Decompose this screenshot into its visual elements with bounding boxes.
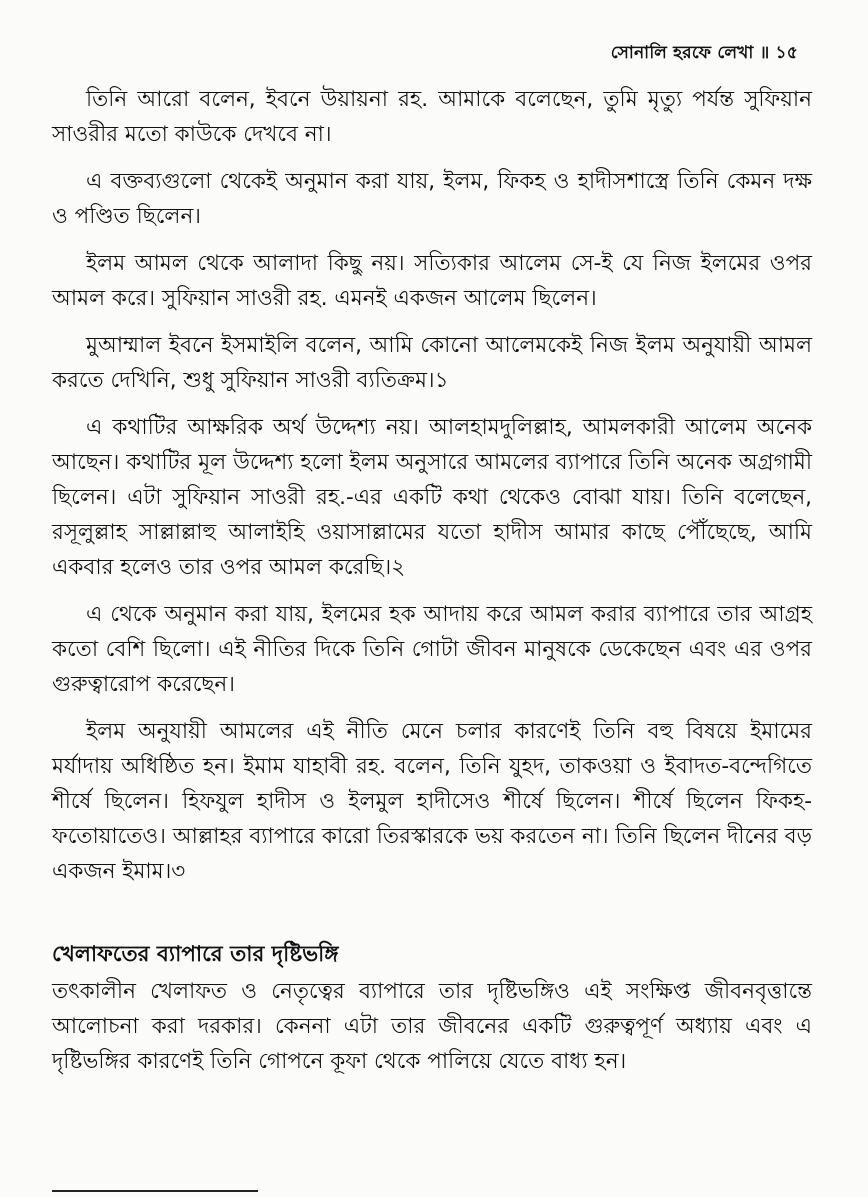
paragraph-3: ইলম আমল থেকে আলাদা কিছু নয়। সত্যিকার আলেম সে-ই যে নিজ ইলমের ওপর আমল করে। সুফিয়ান সাওরী রহ. এমনই একজন আলেম ছিলেন। (52, 251, 812, 311)
section-paragraph: তৎকালীন খেলাফত ও নেতৃত্বের ব্যাপারে তার দৃষ্টিভঙ্গিও এই সংক্ষিপ্ত জীবনবৃত্তান্তে আলোচনা করা দরকার। কেননা এটা তার জীবনের একটি গুরুত্বপূর্ণ অধ্যায় এবং এ দৃষ্টিভঙ্গির কারণেই তিনি গোপনে কূফা থেকে পালিয়ে যেতে বাধ্য হন। (52, 979, 812, 1074)
footnote-divider (52, 1190, 258, 1192)
paragraph-2: এ বক্তব্যগুলো থেকেই অনুমান করা যায়, ইলম, ফিকহ ও হাদীসশাস্ত্রে তিনি কেমন দক্ষ ও পণ্ডিত ছিলেন। (52, 169, 812, 229)
paragraph-4: মুআম্মাল ইবনে ইসমাইলি বলেন, আমি কোনো আলেমকেই নিজ ইলম অনুযায়ী আমল করতে দেখিনি, শুধু সুফিয়ান সাওরী ব্যতিক্রম।১ (52, 333, 812, 393)
paragraph-6: এ থেকে অনুমান করা যায়, ইলমের হক আদায় করে আমল করার ব্যাপারে তার আগ্রহ কতো বেশি ছিলো। এই নীতির দিকে তিনি গোটা জীবন মানুষকে ডেকেছেন এবং এর ওপর গুরুত্বারোপ করেছেন। (52, 602, 812, 697)
paragraph-7: ইলম অনুযায়ী আমলের এই নীতি মেনে চলার কারণেই তিনি বহু বিষয়ে ইমামের মর্যাদায় অধিষ্ঠিত হন। ইমাম যাহাবী রহ. বলেন, তিনি যুহদ, তাকওয়া ও ইবাদত-বন্দেগিতে শীর্ষে ছিলেন। হিফযুল হাদীস ও ইলমুল হাদীসেও শীর্ষে ছিলেন। শীর্ষে ছিলেন ফিকহ-ফতোয়াতেও। আল্লাহর ব্যাপারে কারো তিরস্কারকে ভয় করতেন না। তিনি ছিলেন দীনের বড় একজন ইমাম।৩ (52, 719, 812, 884)
body-text (52, 82, 812, 1091)
paragraph-5: এ কথাটির আক্ষরিক অর্থ উদ্দেশ্য নয়। আলহামদুলিল্লাহ, আমলকারী আলেম অনেক আছেন। কথাটির মূল উদ্দেশ্য হলো ইলম অনুসারে আমলের ব্যাপারে তিনি অনেক অগ্রগামী ছিলেন। এটা সুফিয়ান সাওরী রহ.-এর একটি কথা থেকেও বোঝা যায়। তিনি বলেছেন, রসূলুল্লাহ সাল্লাল্লাহু আলাইহি ওয়াসাল্লামের যতো হাদীস আমার কাছে পৌঁছেছে, আমি একবার হলেও তার ওপর আমল করেছি।২ (52, 415, 812, 580)
paragraph-1: তিনি আরো বলেন, ইবনে উয়ায়না রহ. আমাকে বলেছেন, তুমি মৃত্যু পর্যন্ত সুফিয়ান সাওরীর মতো কাউকে দেখবে না। (52, 87, 812, 147)
section-heading: খেলাফতের ব্যাপারে তার দৃষ্টিভঙ্গি (52, 942, 339, 967)
running-header: সোনালি হরফে লেখা ॥ ১৫ (610, 43, 798, 63)
